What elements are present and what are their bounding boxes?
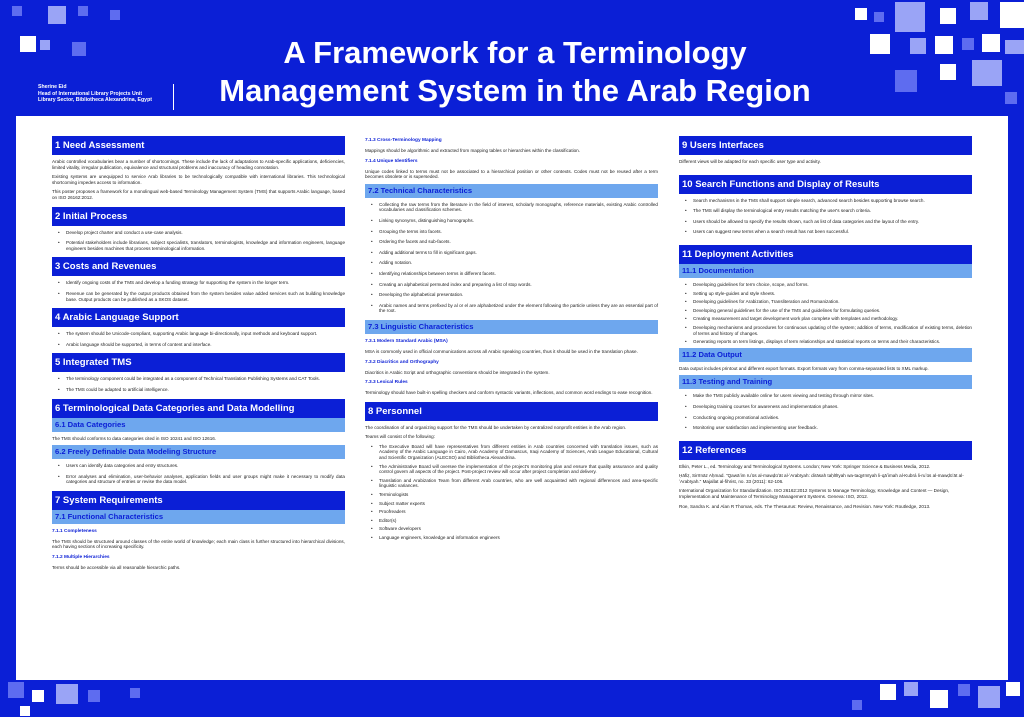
subsubsection-heading: 7.1.2 Multiple Hierarchies <box>52 555 110 561</box>
list-item: • Conducting ongoing promotional activities. <box>679 415 972 421</box>
section-system-requirements <box>52 491 345 571</box>
list-item: • The system should be Unicode-compliant, supporting Arabic language bi-directionally, input methods and keyboard support. <box>52 331 345 337</box>
section-data-categories <box>52 399 345 485</box>
section-users-interfaces <box>679 136 972 165</box>
decor-square <box>958 684 970 696</box>
decor-square <box>910 38 926 54</box>
paragraph: Data output includes printout and different export formats. Export formats vary from comma-separated lists to XML markup. <box>679 365 929 371</box>
subsection-heading: 11.3 Testing and Training <box>679 375 972 389</box>
section-heading: 11 Deployment Activities <box>679 245 972 264</box>
section-personnel <box>365 402 658 541</box>
section-heading: 2 Initial Process <box>52 207 345 226</box>
subsection-heading: 7.2 Technical Characteristics <box>365 184 658 198</box>
list-item: • Grouping the terms into facets. <box>365 229 658 235</box>
decor-square <box>12 6 22 16</box>
author-role: Head of International Library Projects Unit <box>38 90 143 97</box>
column-1 <box>52 136 345 577</box>
decor-square <box>852 700 862 710</box>
list-item: • Generating reports on term listings, displays of term relationships and statistical reports on terms and their characteristics. <box>679 339 972 345</box>
author-divider <box>173 84 174 110</box>
list-item: • Potential stakeholders include librarians, subject specialists, translators, terminologists, knowledge and information engineers, language engineers besides machines that process terminological information. <box>52 240 345 251</box>
decor-square <box>935 36 953 54</box>
decor-square <box>56 684 78 704</box>
decor-square <box>130 688 140 698</box>
section-heading: 1 Need Assessment <box>52 136 345 155</box>
list-item: • Collecting the raw terms from the literature in the field of interest, scholarly monographs, reference materials, existing Arabic controlled vocabularies and classification schemes. <box>365 202 658 213</box>
decor-square <box>48 6 66 24</box>
section-deployment <box>679 245 972 431</box>
decor-square <box>978 686 1000 708</box>
decor-square <box>982 34 1000 52</box>
decor-square <box>940 8 956 24</box>
list-item: • Arabic names and terms prefixed by al or el are alphabetized under the element following the particle unless they are an essential part of the root. <box>365 303 658 314</box>
subsection-heading: 6.2 Freely Definable Data Modeling Structure <box>52 445 345 459</box>
section-need-assessment <box>52 136 345 201</box>
section-heading: 10 Search Functions and Display of Results <box>679 175 972 194</box>
list-item: • Proofreaders <box>365 509 658 515</box>
list-item: • Monitoring user satisfaction and implementing user feedback. <box>679 425 972 431</box>
subsubsection-heading: 7.1.4 Unique Identifiers <box>365 158 418 164</box>
decor-square <box>870 34 890 54</box>
list-item: • Error analyses and elimination, user-behavior analyses, application fields and user groups might make it necessary to modify data categories and structure of entries or revise the data model. <box>52 474 345 485</box>
list-item: • Revenue can be generated by the output products obtained from the system besides value added services such as building knowledge base. Output products can be published as a SKOS dataset. <box>52 291 345 302</box>
decor-square <box>8 682 24 698</box>
paragraph: Different views will be adapted for each specific user type and activity. <box>679 159 821 164</box>
list-item: • Developing mechanisms and procedures for continuous updating of the system; addition of terms, modification of existing terms, deletion of terms and history of changes. <box>679 325 972 336</box>
list-item: • The TMS could be adapted to artificial intelligence. <box>52 387 345 393</box>
decor-square <box>110 10 120 20</box>
paragraph: Diacritics in Arabic Script and orthographic conventions should be integrated in the system. <box>365 369 550 375</box>
list-item: • Develop project charter and conduct a use-case analysis. <box>52 230 345 236</box>
section-search-functions <box>679 175 972 235</box>
poster-title <box>190 34 840 110</box>
poster-title-line2: Management System in the Arab Region <box>219 73 811 108</box>
list-item: • Adding additional terms to fill in significant gaps. <box>365 250 658 256</box>
subsection-heading: 11.2 Data Output <box>679 348 972 362</box>
decor-square <box>1005 92 1017 104</box>
reference-entry: Roe, Sandra K. and Alan R Thomas, eds. The Thesaurus: Review, Renaissance, and Revision. New York: Routledge, 2013. <box>679 503 931 509</box>
list-item: • Arabic language should be supported, in terms of content and interface. <box>52 342 345 348</box>
paragraph: The coordination of and organizing support for the TMS should be undertaken by centralized nonprofit entities in the Arab region. <box>365 424 627 430</box>
subsection-heading: 7.1 Functional Characteristics <box>52 510 345 524</box>
decor-square <box>20 36 36 52</box>
decor-square <box>874 12 884 22</box>
decor-square <box>1000 2 1024 28</box>
list-item: • Linking synonyms, distinguishing homographs. <box>365 218 658 224</box>
paragraph: Unique codes linked to terms must not be associated to a hierarchical position or other contexts. Codes must not be reused after a term becomes obsolete or is superseded. <box>365 168 658 180</box>
author-affiliation: Library Sector, Bibliotheca Alexandrina, Egypt <box>38 97 152 104</box>
author-name: Sherine Eid <box>38 84 67 90</box>
decor-square <box>20 706 30 716</box>
reference-entry: Elkin, Peter L., ed. Terminology and Terminological Systems. London; New York: Springer Science & Business Media, 2012. <box>679 463 931 469</box>
list-item: • Developing the alphabetical presentation. <box>365 292 658 298</box>
section-heading: 4 Arabic Language Support <box>52 308 345 327</box>
subsection-heading: 6.1 Data Categories <box>52 418 345 432</box>
paragraph: MSA is commonly used in official communications across all Arabic speaking countries, thus it should be used in the translation phase. <box>365 348 638 354</box>
reference-entry: International Organization for Standardization. ISO 26162:2012 Systems to Manage Terminology, Knowledge and Content — Design, Implementation and Maintenance of Terminology Management Systems. Geneva: ISO, 2012. <box>679 488 950 500</box>
list-item: • Translation and Arabization Team from different Arab countries, who are well acquainted with regional differences and area-specific linguistic variances. <box>365 478 658 489</box>
paragraph: Arabic controlled vocabularies bear a number of shortcomings. These include the lack of adaptations to Arab-specific applications, deficiencies, limited vitality, irregular publication, equivalence and structural problems and inaccuracy of heading connotation. <box>52 159 345 170</box>
paragraph: Mappings should be algorithmic and extracted from mapping tables or hierarchies within the classification. <box>365 148 580 153</box>
decor-square <box>904 682 918 696</box>
subsubsection-heading: 7.3.3 Lexical Rules <box>365 380 408 386</box>
paragraph: Teams will consist of the following: <box>365 434 435 440</box>
decor-square <box>855 8 867 20</box>
list-item: • Identify ongoing costs of the TMS and develop a funding strategy for supporting the system in the longer term. <box>52 280 345 286</box>
section-heading: 8 Personnel <box>365 402 658 421</box>
paragraph: The TMS should be structured around classes of the entire world of knowledge; each main class is further structured into hierarchical divisions, each having sections of increasing specificity. <box>52 538 345 550</box>
section-technical-characteristics <box>365 184 658 314</box>
list-item: • Users can suggest new terms when a search result has not been successful. <box>679 229 972 235</box>
subsubsection-heading: 7.1.3 Cross-Terminology Mapping <box>365 138 442 143</box>
decor-square <box>930 690 948 708</box>
section-linguistic-characteristics <box>365 320 658 396</box>
list-item: • The terminology component could be integrated as a component of Technical Translation Publishing Systems and CAT Tools. <box>52 376 345 382</box>
decor-square <box>895 70 917 92</box>
section-references <box>679 441 972 510</box>
subsection-heading: 7.3 Linguistic Characteristics <box>365 320 658 334</box>
list-item: • Creating measurement and target development work plan complete with templates and methodology. <box>679 316 972 322</box>
decor-square <box>972 60 1002 86</box>
decor-square <box>40 40 50 50</box>
list-item: • Setting up style-guides and style sheets. <box>679 291 972 297</box>
section-integrated-tms <box>52 353 345 392</box>
decor-square <box>78 6 88 16</box>
decor-square <box>72 42 86 56</box>
section-heading: 7 System Requirements <box>52 491 345 510</box>
list-item: • Subject matter experts <box>365 501 658 507</box>
decor-square <box>970 2 988 20</box>
section-heading: 9 Users Interfaces <box>679 136 972 155</box>
paragraph: Terms should be accessible via all reasonable hierarchic paths. <box>52 565 181 571</box>
list-item: • Search mechanisms in the TMS shall support simple search, advanced search besides supporting browse search. <box>679 198 972 204</box>
decor-square <box>88 690 100 702</box>
paragraph: The TMS should conforms to data categories cited in ISO 10241 and ISO 12616. <box>52 435 217 441</box>
list-item: • Software developers <box>365 526 658 532</box>
list-item: • The Executive Board will have representatives from different entities in Arab countries concerned with translation issues, such as Academy of the Arabic Language in Cairo, Arab Academy of Damascus, Iraqi Academy of Sciences, Arab League Educational, Cultural and Scientific Organization (ALECSO) and Bibliotheca Alexandrina. <box>365 444 658 461</box>
list-item: • The TMS will display the terminological entry results matching the user's search criteria. <box>679 208 972 214</box>
author-block <box>38 84 152 104</box>
list-item: • Developing guidelines for term choice, scope, and forms. <box>679 282 972 288</box>
paragraph: This poster proposes a framework for a monolingual web-based Terminology Management System (TMS) that supports Arabic language, based on ISO 26162:2012. <box>52 189 345 200</box>
section-heading: 6 Terminological Data Categories and Data Modelling <box>52 399 345 418</box>
section-arabic-support <box>52 308 345 347</box>
reference-entry: Ḥāfiẓ, Sirrīnāz Aḥmad. "Qawāʻim ruʼūs al-mawḍūʻāt al-ʻArabīyah: dirāsah taḥlīlīyah wa-taqyīmīyah li-qāʼimah al-Kubrá li-ruʼūs al-mawḍūʻāt al-ʻArabīyah." Majallat al-fihrist, no. 33 (2011): 62-106. <box>679 473 964 484</box>
paragraph: Terminology should have built-in spelling checkers and conform syntactic variants, inflections, and common word endings to ease recognition. <box>365 390 653 396</box>
list-item: • Users can identify data categories and entry structures. <box>52 463 345 469</box>
decor-square <box>32 690 44 702</box>
list-item: • Terminologists <box>365 492 658 498</box>
decor-square <box>1005 40 1024 54</box>
section-heading: 12 References <box>679 441 972 460</box>
decor-square <box>962 38 974 50</box>
list-item: • Language engineers, knowledge and information engineers <box>365 535 658 541</box>
poster-title-line1: A Framework for a Terminology <box>283 35 747 70</box>
list-item: • The Administrative Board will oversee the implementation of the project's monitoring plan and ensure that quality assurance and quality control govern all aspects of the project. Post-project review will occur after project completion and delivery. <box>365 464 658 475</box>
list-item: • Editor(s) <box>365 518 658 524</box>
decor-square <box>940 64 956 80</box>
section-costs-revenues <box>52 257 345 302</box>
section-heading: 5 Integrated TMS <box>52 353 345 372</box>
list-item: • Creating an alphabetical permuted index and preparing a list of stop words. <box>365 282 658 288</box>
decor-square <box>880 684 896 700</box>
list-item: • Make the TMS publicly available online for users viewing and testing through mirror sites. <box>679 393 972 399</box>
subsection-heading: 11.1 Documentation <box>679 264 972 278</box>
decor-square <box>895 2 925 32</box>
list-item: • Developing general guidelines for the use of the TMS and guidelines for formulating queries. <box>679 308 972 314</box>
section-initial-process <box>52 207 345 252</box>
subsubsection-heading: 7.1.1 Completeness <box>52 528 97 534</box>
section-heading: 3 Costs and Revenues <box>52 257 345 276</box>
column-3 <box>679 136 972 515</box>
list-item: • Adding notation. <box>365 260 658 266</box>
subsubsection-heading: 7.3.2 Diacritics and Orthography <box>365 359 439 365</box>
poster-body <box>16 116 1008 680</box>
column-2 <box>365 136 658 547</box>
list-item: • Developing training courses for awareness and implementation phases. <box>679 404 972 410</box>
list-item: • Users should be allowed to specify the results shown, such as list of data categories and the layout of the entry. <box>679 219 972 225</box>
list-item: • Developing guidelines for Arabization, Transliteration and Romanization. <box>679 299 972 305</box>
decor-square <box>1006 682 1020 696</box>
subsubsection-heading: 7.3.1 Modern Standard Arabic (MSA) <box>365 338 448 344</box>
list-item: • Ordering the facets and sub-facets. <box>365 239 658 245</box>
list-item: • Identifying relationships between terms in different facets. <box>365 271 658 277</box>
paragraph: Existing systems are unequipped to service Arab libraries to be technologically compatible with international libraries. This technological shortcoming impedes access to information. <box>52 174 345 185</box>
